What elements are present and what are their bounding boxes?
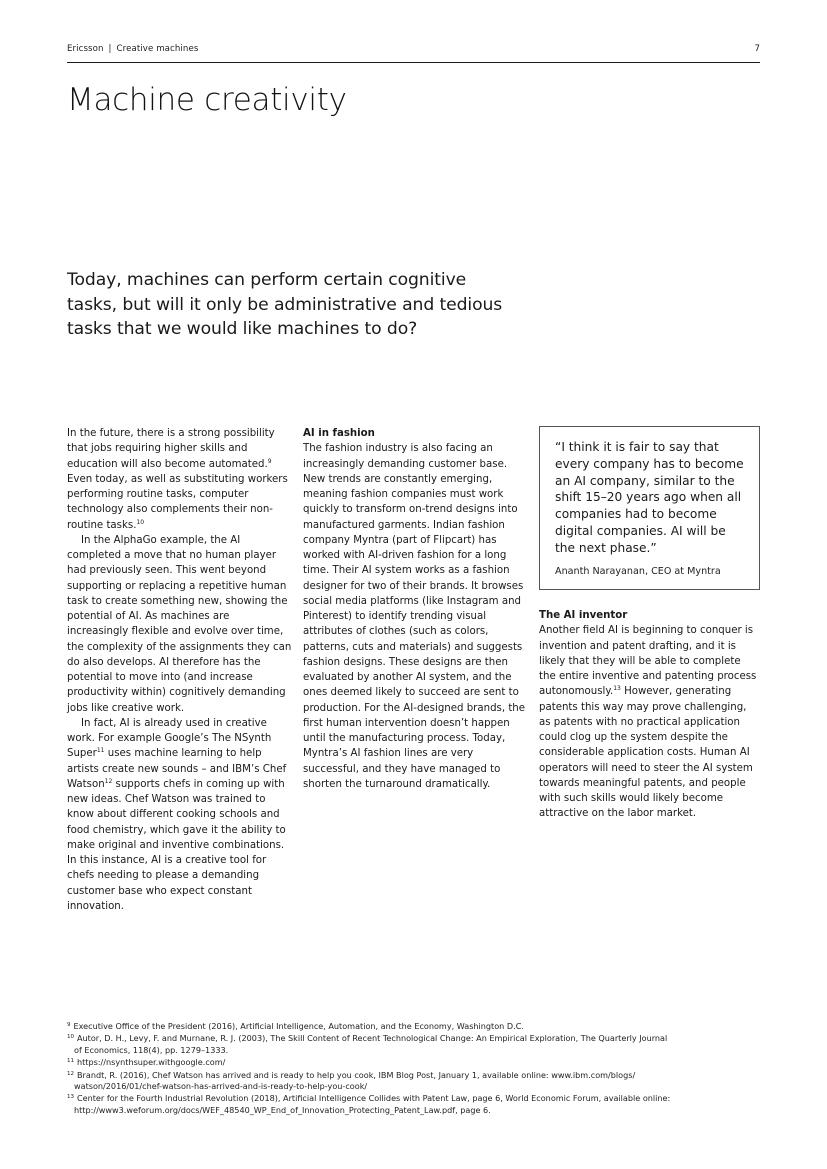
footnote-ref[interactable]: 12 [104, 777, 113, 785]
section-heading-ai-fashion: AI in fashion [303, 428, 375, 439]
paragraph-fashion: The fashion industry is also facing an increasingly demanding customer base. New trends are constantly emerging, meaning fashion companies must work quickly to transform on-trend designs into manufactured garments. Indian fashion company Myntra (part of Flipcart) has worked with AI-driven fashion for a long time. Their AI system works as a fashion designer for two of their brands. It browses social media platforms (like Instagram and Pinterest) to identify trending visual attributes of clothes (such as colors, patterns, cuts and materials) and suggests fashion designs. These designs are then evaluated by another AI system, and the ones deemed likely to succeed are sent to production. For the AI-designed brands, the first human intervention doesn’t happen until the manufacturing process. Today, Myntra’s AI fashion lines are very successful, and they have managed to shorten the turnaround dramatically. [303, 443, 526, 790]
paragraph-text: uses machine learning to help artists create new sounds – and IBM’s Chef Watson [67, 748, 287, 790]
lead-paragraph: Today, machines can perform certain cognitive tasks, but will it only be administrative and tedious tasks that we would like machines to do? [67, 270, 503, 339]
footnote-text: Brandt, R. (2016), Chef Watson has arrived and is ready to help you cook, IBM Blog Post, January 1, available online: www.ibm.com/blogs/ [77, 1069, 636, 1080]
header-separator: | [108, 44, 112, 54]
footnote-number: 9 [67, 1022, 71, 1028]
paragraph-text: In fact, AI is already used in creative work. For example Google’s The NSynth Super [67, 717, 272, 760]
paragraph-text: Another field AI is beginning to conquer is invention and patent drafting, and it is likely that they will be able to complete the entire inventive and patenting process autonomously. [539, 625, 757, 698]
footnote-ref[interactable]: 13 [613, 685, 621, 693]
footnote-13 [67, 1092, 760, 1104]
footnote-number: 12 [67, 1070, 74, 1077]
footnote-ref[interactable]: 11 [96, 747, 105, 755]
pull-quote-attribution: Ananth Narayanan, CEO at Myntra [555, 565, 721, 577]
header-divider [67, 62, 760, 63]
paragraph-text: However, generating patents this way may prove challenging, as patents with no practical application could clog up the system despite the considerable application costs. Human AI operators will need to steer the AI system towards meaningful patents, and people with such skills would likely become attractive on the labor market. [539, 686, 753, 820]
header-section: Creative machines [116, 44, 199, 54]
footnote-text: Center for the Fourth Industrial Revolution (2018), Artificial Intelligence Collides with Patent Law, page 6, World Economic Forum, available online: [77, 1093, 671, 1104]
header-company: Ericsson [67, 44, 104, 54]
running-header [67, 44, 198, 54]
footnote-13-continued[interactable]: http://www3.weforum.org/docs/WEF_48540_WP_End_of_Innovation_Protecting_Patent_Law.pdf, page 6. [74, 1104, 491, 1115]
footnote-10-continued: of Economics, 118(4), pp. 1279–1333. [74, 1044, 229, 1055]
paragraph-creative-work [67, 716, 292, 914]
footnote-12 [67, 1069, 760, 1081]
footnote-number: 13 [67, 1094, 74, 1101]
footnote-ref[interactable]: 10 [136, 518, 145, 526]
section-heading-ai-inventor: The AI inventor [539, 610, 628, 621]
column-3 [539, 608, 760, 822]
pull-quote-text: “I think it is fair to say that every company has to become an AI company, similar to the shift 15–20 years ago when all companies had to become digital companies. AI will be the next phase.” [555, 440, 744, 555]
footnote-12-continued[interactable]: watson/2016/01/chef-watson-has-arrived-and-is-ready-to-help-you-cook/ [74, 1081, 368, 1092]
paragraph-inventor [539, 623, 760, 821]
footnote-number: 11 [67, 1058, 74, 1065]
column-1 [67, 426, 292, 914]
paragraph-automation [67, 426, 292, 533]
paragraph-alphago: In the AlphaGo example, the AI completed a move that no human player had previously seen. This went beyond supporting or replacing a repetitive human task to create something new, showing the potential of AI. As machines are increasingly flexible and evolve over time, the complexity of the assignments they can do also develops. AI therefore has the potential to move into (and increase productivity within) cognitively demanding jobs like creative work. [67, 534, 292, 714]
footnote-11 [67, 1056, 760, 1068]
footnotes [67, 1020, 760, 1116]
paragraph-text: In the future, there is a strong possibility that jobs requiring higher skills and education will also become automated. [67, 428, 275, 470]
column-2 [303, 426, 528, 792]
footnote-text: Autor, D. H., Levy, F. and Murnane, R. J. (2003), The Skill Content of Recent Technological Change: An Empirical Exploration, The Quarterly Journal [77, 1033, 668, 1044]
footnote-ref[interactable]: 9 [267, 457, 272, 465]
page-title: Machine creativity [67, 82, 347, 118]
footnote-10 [67, 1032, 760, 1044]
paragraph-text: Even today, as well as substituting workers performing routine tasks, computer technology also complements their non-routine tasks. [67, 473, 288, 531]
footnote-link[interactable]: https://nsynthsuper.withgoogle.com/ [77, 1057, 226, 1068]
footnote-text: Executive Office of the President (2016), Artificial Intelligence, Automation, and the Economy, Washington D.C. [73, 1021, 524, 1031]
footnote-9 [67, 1020, 760, 1032]
footnote-number: 10 [67, 1034, 74, 1041]
paragraph-text: supports chefs in coming up with new ideas. Chef Watson was trained to know about different cooking schools and food chemistry, which gave it the ability to make original and inventive combinations. In this instance, AI is a creative tool for chefs needing to please a demanding customer base who expect constant innovation. [67, 778, 286, 912]
pull-quote-box [539, 426, 760, 590]
page-number: 7 [754, 44, 760, 54]
